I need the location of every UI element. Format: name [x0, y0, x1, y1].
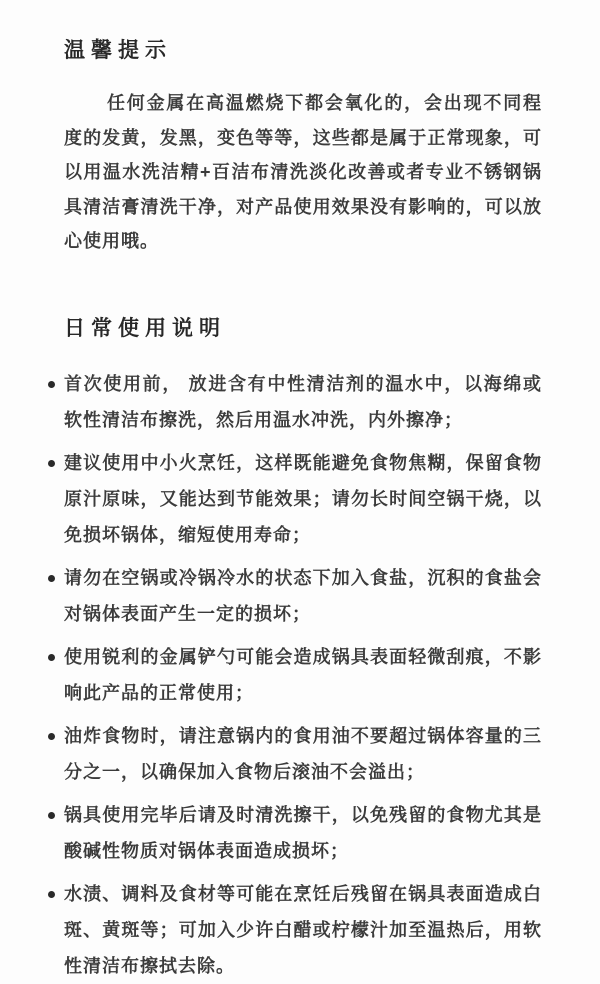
usage-instruction-item — [64, 445, 542, 553]
usage-instruction-text: 锅具使用完毕后请及时清洗擦干，以免残留的食物尤其是酸碱性物质对锅体表面造成损坏； — [64, 804, 542, 861]
bullet-icon — [48, 733, 55, 740]
usage-instruction-item — [64, 560, 542, 632]
usage-instruction-item — [64, 639, 542, 711]
usage-instruction-text: 油炸食物时，请注意锅内的食用油不要超过锅体容量的三分之一，以确保加入食物后滚油不会溢出； — [64, 725, 542, 782]
usage-instruction-item — [64, 797, 542, 869]
usage-instruction-text: 水渍、调料及食材等可能在烹饪后残留在锅具表面造成白斑、黄斑等；可加入少许白醋或柠檬汁加至温热后，用软性清洁布擦拭去除。 — [64, 883, 542, 976]
usage-instruction-text: 首次使用前， 放进含有中性清洁剂的温水中，以海绵或软性清洁布擦洗，然后用温水冲洗，内外擦净； — [64, 373, 542, 430]
usage-instruction-item — [64, 718, 542, 790]
bullet-icon — [48, 575, 55, 582]
bullet-icon — [48, 460, 55, 467]
bullet-icon — [48, 654, 55, 661]
tips-section-title: 温馨提示 — [64, 39, 172, 62]
usage-instruction-item — [64, 876, 542, 984]
usage-instruction-text: 使用锐利的金属铲勺可能会造成锅具表面轻微刮痕，不影响此产品的正常使用； — [64, 646, 542, 703]
usage-instruction-text: 建议使用中小火烹饪，这样既能避免食物焦糊，保留食物原汁原味，又能达到节能效果；请勿长时间空锅干烧，以免损坏锅体，缩短使用寿命； — [64, 452, 542, 545]
usage-section-title: 日常使用说明 — [64, 316, 226, 340]
usage-instructions-list — [64, 366, 542, 984]
bullet-icon — [48, 891, 55, 898]
bullet-icon — [48, 381, 55, 388]
bullet-icon — [48, 812, 55, 819]
usage-instruction-text: 请勿在空锅或冷锅冷水的状态下加入食盐，沉积的食盐会对锅体表面产生一定的损坏； — [64, 567, 542, 624]
usage-instruction-item — [64, 366, 542, 438]
tips-paragraph: 任何金属在高温燃烧下都会氧化的，会出现不同程度的发黄，发黑，变色等等，这些都是属于正常现象，可以用温水洗洁精+百洁布清洗淡化改善或者专业不锈钢锅具清洁膏清洗干净，对产品使用效果没有影响的，可以放心使用哦。 — [64, 93, 542, 251]
